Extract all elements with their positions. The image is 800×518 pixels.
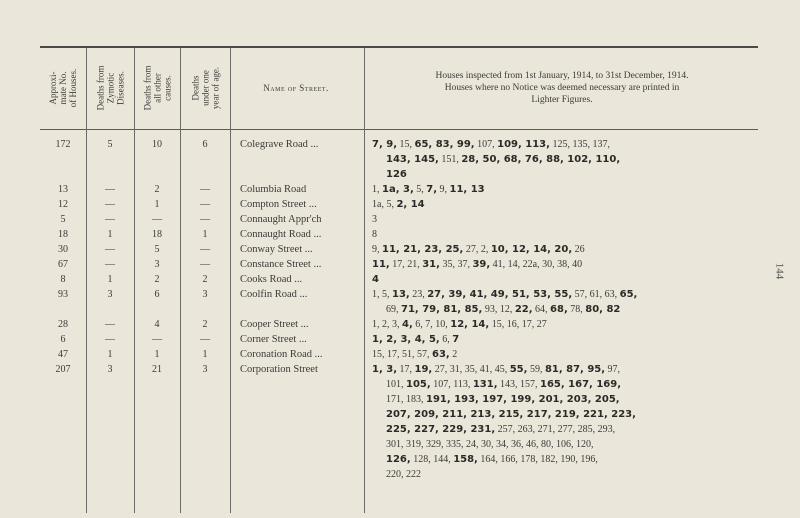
house-number-bold: 165, 167, 169,: [540, 379, 621, 390]
zymotic-deaths: —: [105, 244, 115, 255]
house-numbers-line: [372, 272, 746, 287]
street-name: Corner Street ...: [240, 334, 307, 345]
header-other-causes: [135, 48, 180, 128]
other-deaths: 10: [152, 139, 162, 150]
street-name: Constance Street ...: [240, 259, 322, 270]
house-number-bold: 22,: [514, 304, 533, 315]
house-number-light: 257, 263, 271, 277, 285, 293,: [495, 424, 616, 435]
house-numbers: [372, 257, 746, 272]
house-number-bold: 126: [386, 169, 407, 180]
table-row: [40, 317, 758, 332]
house-number-light: 6, 7, 10,: [412, 319, 451, 330]
house-number-light: 8: [372, 229, 377, 240]
street-name: Coronation Road ...: [240, 349, 323, 360]
street-name: Connaught Appr'ch: [240, 214, 322, 225]
house-numbers-line: [372, 407, 746, 422]
house-number-bold: 4,: [402, 319, 413, 330]
house-numbers: [372, 242, 746, 257]
table-row: [40, 362, 758, 482]
house-number-light: 164, 166, 178, 182, 190, 196,: [477, 454, 598, 465]
house-number-bold: 13,: [392, 289, 410, 300]
house-number-bold: 143, 145,: [386, 154, 439, 165]
house-number-light: 171, 183,: [386, 394, 426, 405]
page-number: 144: [773, 262, 786, 280]
street-name: Colegrave Road ...: [240, 139, 319, 150]
street-name: Corporation Street: [240, 364, 318, 375]
houses-count: 47: [58, 349, 68, 360]
house-number-bold: 11, 13: [449, 184, 485, 195]
house-number-bold: 7,: [426, 184, 438, 195]
house-number-light: 128, 144,: [410, 454, 454, 465]
other-deaths: 21: [152, 364, 162, 375]
house-number-light: 17, 21,: [389, 259, 423, 270]
header-other-label: Deaths from all other causes.: [142, 65, 173, 111]
house-number-light: 27, 2,: [463, 244, 491, 255]
zymotic-deaths: 3: [107, 289, 113, 300]
table-row: [40, 197, 758, 212]
house-number-bold: 81, 87, 95,: [544, 364, 606, 375]
header-houses-label: Approxi- mate No. of Houses.: [48, 68, 78, 108]
house-numbers: [372, 332, 746, 347]
house-number-light: 2: [449, 349, 458, 360]
house-number-light: 17,: [397, 364, 415, 375]
other-deaths: 3: [154, 259, 160, 270]
other-deaths: 4: [154, 319, 160, 330]
house-number-light: 41, 14, 22a, 30, 38, 40: [490, 259, 583, 270]
house-number-light: 35, 37,: [439, 259, 473, 270]
house-numbers: [372, 317, 746, 332]
zymotic-deaths: —: [105, 259, 115, 270]
house-number-light: 151,: [438, 154, 462, 165]
house-number-bold: 7, 9,: [372, 139, 397, 150]
house-number-bold: 1, 3,: [372, 364, 397, 375]
table-row: [40, 257, 758, 272]
zymotic-deaths: —: [105, 214, 115, 225]
house-numbers: [372, 227, 746, 242]
house-number-bold: 11,: [372, 259, 390, 270]
houses-count: 5: [60, 214, 66, 225]
street-name: Coolfin Road ...: [240, 289, 308, 300]
infant-deaths: —: [200, 244, 210, 255]
house-number-bold: 28, 50, 68, 76, 88, 102, 110,: [461, 154, 621, 165]
infant-deaths: 1: [202, 349, 208, 360]
other-deaths: 2: [154, 274, 160, 285]
zymotic-deaths: 1: [107, 229, 113, 240]
header-zymotic: [87, 48, 134, 128]
header-under-one: [181, 48, 230, 128]
house-number-bold: 11, 21, 23, 25,: [382, 244, 464, 255]
house-number-light: 78,: [567, 304, 586, 315]
house-number-light: 97,: [605, 364, 621, 375]
house-number-light: 3: [372, 214, 377, 225]
house-number-light: 57, 61, 63,: [572, 289, 620, 300]
header-zymotic-label: Deaths from Zymotic Diseases.: [95, 65, 126, 111]
house-number-bold: 65, 83, 99,: [414, 139, 475, 150]
infant-deaths: 6: [202, 139, 208, 150]
zymotic-deaths: 5: [107, 139, 113, 150]
infant-deaths: 1: [202, 229, 208, 240]
infant-deaths: 2: [202, 274, 208, 285]
infant-deaths: 3: [202, 289, 208, 300]
house-numbers-line: [372, 422, 746, 437]
other-deaths: 2: [154, 184, 160, 195]
house-numbers-line: [372, 182, 746, 197]
house-number-bold: 27, 39, 41, 49, 51, 53, 55,: [427, 289, 573, 300]
house-number-bold: 131,: [472, 379, 498, 390]
table-row: [40, 332, 758, 347]
table-row: [40, 242, 758, 257]
house-number-bold: 191, 193, 197, 199, 201, 203, 205,: [426, 394, 620, 405]
zymotic-deaths: —: [105, 199, 115, 210]
house-number-bold: 7: [452, 334, 460, 345]
house-number-bold: 2, 14: [396, 199, 425, 210]
infant-deaths: —: [200, 184, 210, 195]
other-deaths: 1: [154, 349, 160, 360]
house-number-bold: 39,: [472, 259, 491, 270]
zymotic-deaths: 3: [107, 364, 113, 375]
house-number-light: 15, 16, 17, 27: [489, 319, 547, 330]
house-number-light: 9,: [437, 184, 450, 195]
street-name: Columbia Road: [240, 184, 307, 195]
house-number-light: 15,: [397, 139, 415, 150]
house-number-bold: 55,: [509, 364, 528, 375]
infant-deaths: —: [200, 214, 210, 225]
table-row: [40, 272, 758, 287]
street-name: Connaught Road ...: [240, 229, 322, 240]
zymotic-deaths: —: [105, 184, 115, 195]
house-number-light: 5,: [413, 184, 427, 195]
house-numbers-line: [372, 377, 746, 392]
house-number-bold: 4: [372, 274, 379, 285]
zymotic-deaths: —: [105, 334, 115, 345]
other-deaths: 5: [154, 244, 160, 255]
house-numbers-line: [372, 152, 746, 167]
house-numbers-line: [372, 452, 746, 467]
table-row: [40, 227, 758, 242]
house-number-light: 107, 113,: [430, 379, 473, 390]
house-number-light: 93, 12,: [482, 304, 515, 315]
house-number-light: 26: [572, 244, 585, 255]
house-numbers-line: [372, 197, 746, 212]
street-name: Cooks Road ...: [240, 274, 303, 285]
houses-count: 8: [60, 274, 66, 285]
street-name: Conway Street ...: [240, 244, 313, 255]
house-numbers: [372, 287, 746, 317]
house-numbers: [372, 212, 746, 227]
house-numbers-line: [372, 347, 746, 362]
street-name: Compton Street ...: [240, 199, 317, 210]
house-numbers-line: [372, 227, 746, 242]
house-number-bold: 71, 79, 81, 85,: [401, 304, 483, 315]
infant-deaths: 3: [202, 364, 208, 375]
house-number-bold: 105,: [406, 379, 431, 390]
house-number-light: 59,: [527, 364, 545, 375]
house-number-light: 101,: [386, 379, 406, 390]
house-numbers-line: [372, 137, 746, 152]
house-number-light: 15, 17, 51, 57,: [372, 349, 432, 360]
houses-count: 30: [58, 244, 68, 255]
house-numbers-line: [372, 437, 746, 452]
infant-deaths: —: [200, 199, 210, 210]
house-number-bold: 63,: [432, 349, 450, 360]
house-number-bold: 12, 14,: [450, 319, 490, 330]
house-number-bold: 207, 209, 211, 213, 215, 217, 219, 221, 223,: [386, 409, 636, 420]
house-numbers-line: [372, 467, 746, 482]
street-name: Cooper Street ...: [240, 319, 309, 330]
house-number-light: 1, 2, 3,: [372, 319, 402, 330]
house-number-light: 6,: [439, 334, 453, 345]
house-number-light: 301, 319, 329, 335, 24, 30, 34, 36, 46, 80, 106, 120,: [386, 439, 594, 450]
house-number-light: 1a, 5,: [372, 199, 397, 210]
zymotic-deaths: 1: [107, 349, 113, 360]
other-deaths: 18: [152, 229, 162, 240]
zymotic-deaths: —: [105, 319, 115, 330]
houses-count: 67: [58, 259, 68, 270]
other-deaths: —: [152, 214, 162, 225]
house-number-light: 23,: [409, 289, 428, 300]
table-row: [40, 347, 758, 362]
houses-count: 28: [58, 319, 68, 330]
house-number-light: 9,: [372, 244, 382, 255]
house-numbers-line: [372, 392, 746, 407]
house-numbers: [372, 137, 746, 182]
house-numbers: [372, 347, 746, 362]
header-under-one-label: Deaths under one year of age.: [190, 66, 221, 110]
house-number-bold: 126,: [386, 454, 411, 465]
table-row: [40, 287, 758, 317]
house-numbers-line: [372, 212, 746, 227]
house-numbers-line: [372, 317, 746, 332]
house-number-bold: 10, 12, 14, 20,: [490, 244, 573, 255]
header-street-name: Name of Street.: [263, 83, 329, 93]
house-number-bold: 225, 227, 229, 231,: [386, 424, 496, 435]
house-number-light: 69,: [386, 304, 401, 315]
house-number-light: 1, 5,: [372, 289, 392, 300]
other-deaths: 6: [154, 289, 160, 300]
house-number-bold: 109, 113,: [497, 139, 550, 150]
house-numbers-line: [372, 332, 746, 347]
table-row: [40, 212, 758, 227]
header-houses-inspected: Houses inspected from 1st January, 1914, to 31st December, 1914. Houses where no Notice was deemed necessary are printed in Lighter Figures.: [435, 71, 689, 105]
house-number-bold: 31,: [422, 259, 440, 270]
table-row: [40, 137, 758, 182]
infant-deaths: 2: [202, 319, 208, 330]
house-number-bold: 68,: [550, 304, 568, 315]
house-numbers: [372, 182, 746, 197]
house-number-bold: 1, 2, 3, 4, 5,: [372, 334, 440, 345]
houses-count: 18: [58, 229, 68, 240]
house-numbers-line: [372, 257, 746, 272]
house-numbers: [372, 197, 746, 212]
houses-count: 13: [58, 184, 68, 195]
houses-count: 207: [55, 364, 71, 375]
house-numbers-line: [372, 302, 746, 317]
house-number-bold: 19,: [414, 364, 433, 375]
zymotic-deaths: 1: [107, 274, 113, 285]
house-numbers-line: [372, 242, 746, 257]
houses-count: 12: [58, 199, 68, 210]
header-houses: [40, 48, 86, 128]
house-numbers: [372, 362, 746, 482]
houses-count: 6: [60, 334, 66, 345]
house-number-bold: 158,: [453, 454, 478, 465]
house-number-bold: 80, 82: [585, 304, 621, 315]
house-number-light: 125, 135, 137,: [549, 139, 610, 150]
house-numbers: [372, 272, 746, 287]
house-number-light: 1,: [372, 184, 382, 195]
house-numbers-line: [372, 287, 746, 302]
house-numbers-line: [372, 167, 746, 182]
infant-deaths: —: [200, 259, 210, 270]
house-number-bold: 65,: [619, 289, 638, 300]
house-number-light: 143, 157,: [497, 379, 541, 390]
house-number-bold: 1a, 3,: [382, 184, 414, 195]
house-number-light: 64,: [532, 304, 551, 315]
header-rule: [40, 129, 758, 130]
house-numbers-line: [372, 362, 746, 377]
house-number-light: 220, 222: [386, 469, 421, 480]
house-number-light: 27, 31, 35, 41, 45,: [432, 364, 510, 375]
table-row: [40, 182, 758, 197]
houses-count: 172: [55, 139, 71, 150]
houses-count: 93: [58, 289, 68, 300]
other-deaths: 1: [154, 199, 160, 210]
house-number-light: 107,: [474, 139, 498, 150]
other-deaths: —: [152, 334, 162, 345]
infant-deaths: —: [200, 334, 210, 345]
